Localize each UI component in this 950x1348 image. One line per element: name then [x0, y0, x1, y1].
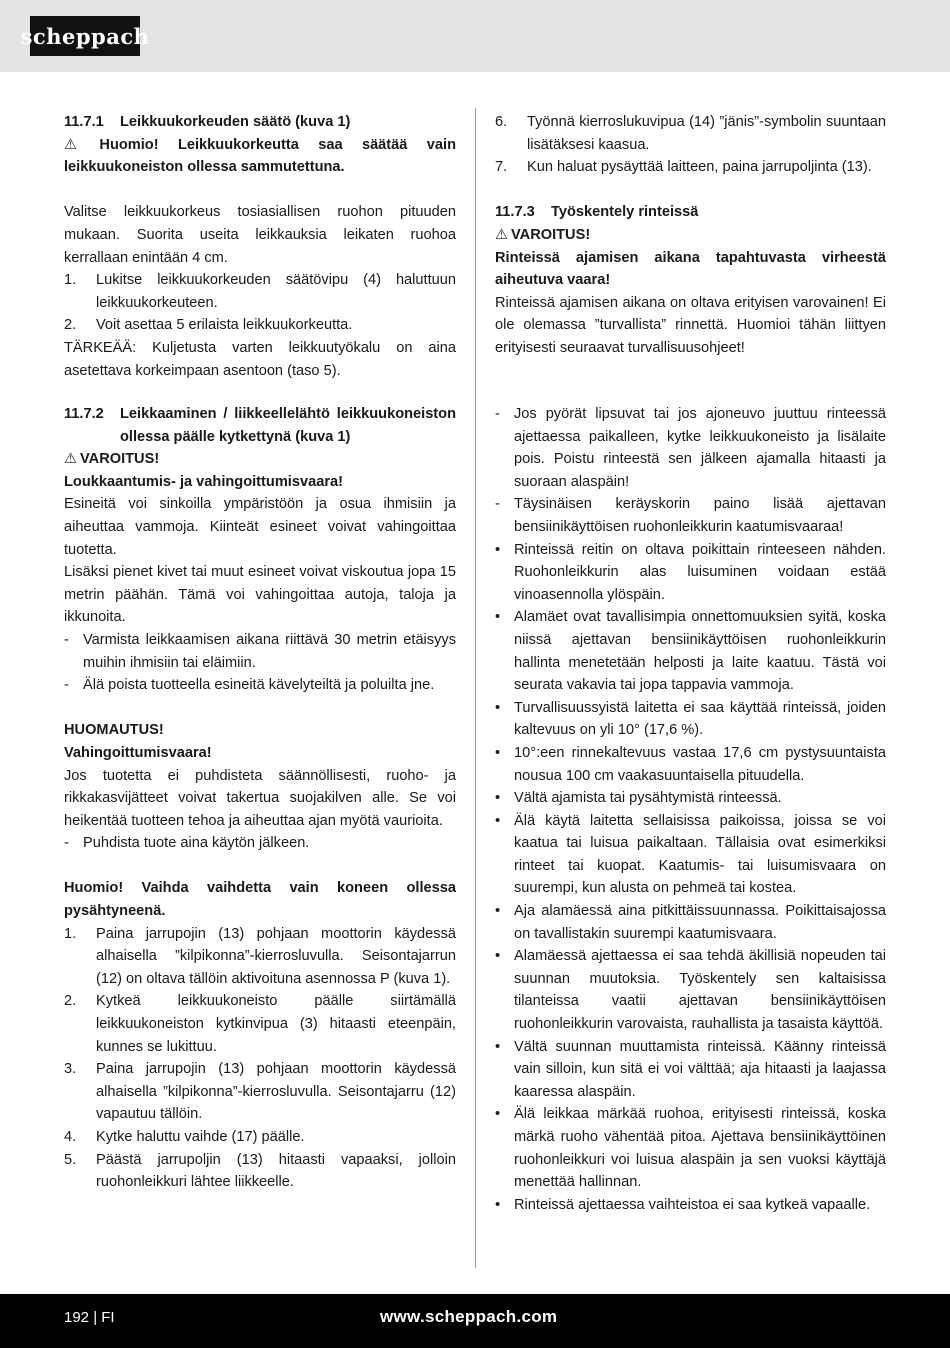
- section-11-7-1: [64, 111, 456, 382]
- dash-marker: -: [495, 406, 500, 422]
- section-heading: [64, 111, 456, 134]
- warning-triangle-icon: ⚠: [64, 136, 78, 153]
- list-item: 1. Paina jarrupojin (13) pohjaan moottorin käydessä alhaisella ”kilpikonna”-kierrosluvulla. Seisontajarrun (12) on oltava tällöin aktivoituna asennossa P (kuva 1).: [64, 925, 456, 987]
- list-item: [495, 606, 886, 696]
- caution-note: [64, 134, 456, 179]
- notice-hazard: Vahingoittumisvaara!: [64, 744, 212, 761]
- bullet-marker: •: [495, 790, 501, 807]
- warning-triangle-icon: ⚠: [495, 226, 509, 243]
- list-item-text: Rinteissä ajettaessa vaihteistoa ei saa kytkeä vapaalle.: [514, 1196, 871, 1213]
- section-11-7-2: [64, 403, 456, 1194]
- footer-url: www.scheppach.com: [380, 1307, 558, 1326]
- heading-title: Leikkaaminen / liikkeellelähtö leikkuukoneiston ollessa päälle kytkettynä (kuva 1): [120, 406, 456, 445]
- list-item-text: Vältä ajamista tai pysähtymistä rinteessä.: [514, 790, 782, 807]
- important-note: [64, 337, 456, 382]
- dash-marker: -: [495, 496, 500, 513]
- heading-title: Työskentely rinteissä: [551, 204, 699, 221]
- intro-paragraph: Valitse leikkuukorkeus tosiasiallisen ruohon pituuden mukaan. Suorita useita leikkauksia leikaten ruohoa kerrallaan enintään 4 cm.: [64, 204, 456, 266]
- list-item: [495, 493, 886, 538]
- bullet-marker: •: [495, 812, 501, 829]
- list-item-text: Alamäessä ajettaessa ei saa tehdä äkillisiä nopeuden tai suunnan muutoksia. Työskentely sen kaltaisissa tilanteissa vaatii ajettavan bensiinikäyttöisen ruohonleikkurin varovaista, rauhallista ja tasaista käyttöä.: [514, 948, 886, 1033]
- heading-title: Leikkuukorkeuden säätö (kuva 1): [120, 114, 351, 130]
- list-item: 1. Lukitse leikkuukorkeuden säätövipu (4) haluttuun leikkuukorkeuteen.: [64, 272, 456, 311]
- list-item: 7. Kun haluat pysäyttää laitteen, paina jarrupoljinta (13).: [495, 159, 872, 176]
- list-item: - Älä poista tuotteella esineitä kävelyteiltä ja poluilta jne.: [64, 677, 435, 694]
- important-label: TÄRKEÄÄ: [64, 339, 133, 356]
- list-item: [495, 403, 886, 493]
- section-heading: [495, 201, 886, 224]
- list-item: [495, 945, 886, 1035]
- list-item: [495, 1194, 886, 1217]
- heading-number: 11.7.3: [495, 204, 535, 221]
- list-item: 6. Työnnä kierroslukuvipua (14) ”jänis”-symbolin suuntaan lisätäksesi kaasua.: [495, 114, 886, 153]
- section-heading: [64, 403, 456, 448]
- gear-caution: Huomio! Vaihda vaihdetta vain koneen ollessa pysähtyneenä.: [64, 880, 456, 920]
- bullet-marker: •: [495, 609, 501, 626]
- notice-paragraph: Jos tuotetta ei puhdisteta säännöllisesti, ruoho- ja rikkakasvijätteet voivat takertua suojakilven alle. Se voi heikentää tuotteen tehoa ja aiheuttaa ajan myötä vaurioita.: [64, 767, 456, 829]
- bullet-marker: •: [495, 541, 501, 558]
- column-divider: [475, 108, 476, 1268]
- slope-safety-list: [495, 403, 886, 1216]
- heading-number: 11.7.1: [64, 114, 104, 130]
- list-item: - Varmista leikkaamisen aikana riittävä 30 metrin etäisyys muihin ihmisiin tai eläimiin.: [64, 631, 456, 671]
- paragraph: Esineitä voi sinkoilla ympäristöön ja osua ihmisiin ja aiheuttaa vammoja. Kiinteät esineet voivat vahingoittaa tuotetta.: [64, 496, 456, 558]
- list-item: [495, 742, 886, 787]
- hazard-title: Rinteissä ajamisen aikana tapahtuvasta virheestä aiheutuva vaara!: [495, 249, 886, 289]
- list-item: [495, 1036, 886, 1104]
- warning-triangle-icon: ⚠: [64, 451, 78, 468]
- bullet-marker: •: [495, 1106, 501, 1123]
- paragraph: Lisäksi pienet kivet tai muut esineet voivat viskoutua jopa 15 metrin päähän. Tämä voi vahingoittaa autoja, taloja ja ikkunoita.: [64, 564, 456, 626]
- list-item: [495, 787, 886, 810]
- list-item-text: Älä leikkaa märkää ruohoa, erityisesti rinteissä, koska märkä ruoho vähentää pitoa. Ajettava bensiinikäyttöinen ruohonleikkuri voi luisua alaspäin ja sen vuoksi käyttäjä menettää hallinnan.: [514, 1106, 886, 1191]
- list-item: 3. Paina jarrupojin (13) pohjaan moottorin käydessä alhaisella ”kilpikonna”-kierrosluvulla. Seisontajarru (12) vapautuu tällöin.: [64, 1061, 456, 1123]
- important-text: : Kuljetusta varten leikkuutyökalu on aina asetettava korkeimpaan asentoon (taso 5).: [64, 339, 456, 379]
- list-item-text: Turvallisuussyistä laitetta ei saa käyttää rinteissä, joiden kaltevuus on yli 10° (17,6 %).: [514, 699, 886, 739]
- list-item: [495, 697, 886, 742]
- bullet-marker: •: [495, 948, 501, 965]
- list-item-text: Aja alamäessä aina pitkittäissuunnassa. Poikittaisajossa on tavallistakin suurempi kaatumisvaara.: [514, 903, 886, 942]
- paragraph: Rinteissä ajamisen aikana on oltava erityisen varovainen! Ei ole olemassa ”turvallista” rinnettä. Huomioi tähän liittyen erityisesti seuraavat turvallisuusohjeet!: [495, 294, 886, 356]
- list-item-text: Rinteissä reitin on oltava poikittain rinteeseen nähden. Ruohonleikkurin alas luisuminen voidaan estää vinoasennolla ylöspäin.: [514, 541, 886, 603]
- bullet-marker: •: [495, 744, 501, 761]
- warning-label: ⚠ VAROITUS!: [495, 224, 886, 247]
- list-item: - Puhdista tuote aina käytön jälkeen.: [64, 835, 310, 852]
- list-item-text: Jos pyörät lipsuvat tai jos ajoneuvo juuttuu rinteessä ajettaessa paikalleen, kytke leikkuukoneisto ja lisälaite pois. Poistu rinteestä sen jälkeen ajamalla hitaasti ja suoraan alaspäin!: [514, 406, 886, 490]
- list-item: [495, 1103, 886, 1193]
- scheppach-logo: scheppach: [30, 16, 140, 56]
- section-continued-and-11-7-3: [495, 111, 886, 360]
- list-item: [495, 900, 886, 945]
- warning-label: ⚠ VAROITUS!: [64, 448, 456, 471]
- list-item: [495, 539, 886, 607]
- bullet-marker: •: [495, 903, 501, 920]
- heading-number: 11.7.2: [64, 406, 104, 422]
- list-item: 5. Päästä jarrupoljin (13) hitaasti vapaaksi, jolloin ruohonleikkuri lähtee liikkeelle.: [64, 1151, 456, 1191]
- list-item: 2. Kytkeä leikkuukoneisto päälle siirtämällä leikkuukoneiston kytkinvipua (3) hitaasti eteenpäin, kunnes se lukittuu.: [64, 993, 456, 1055]
- notice-label: HUOMAUTUS!: [64, 722, 164, 739]
- list-item: 4. Kytke haluttu vaihde (17) päälle.: [64, 1129, 305, 1145]
- list-item-text: Alamäet ovat tavallisimpia onnettomuuksien syitä, koska niissä ajettavan bensiinikäyttöisen ruohonleikkurin hallinta menetetään helposti ja laite kaatuu. Tästä voi seurata vakavia tai jopa tappavia vammoja.: [514, 609, 886, 694]
- list-item-text: 10°:een rinnekaltevuus vastaa 17,6 cm pystysuuntaista nousua 100 cm vaakasuuntaisella pituudella.: [514, 744, 886, 784]
- list-item: 2. Voit asettaa 5 erilaista leikkuukorkeutta.: [64, 317, 353, 334]
- hazard-title: Loukkaantumis- ja vahingoittumisvaara!: [64, 473, 343, 490]
- list-item: [495, 810, 886, 900]
- list-item-text: Vältä suunnan muuttamista rinteissä. Käänny rinteissä vain silloin, kun sitä ei voi välttää; aja hitaasti ja laajassa kaaressa alaspäin.: [514, 1038, 886, 1100]
- footer-band: [0, 1294, 950, 1348]
- list-item-text: Älä käytä laitetta sellaisissa paikoissa, joissa se voi kaatua tai luisua paikaltaan. Tällaisia ovat esimerkiksi rinteet tai kuopat. Kaatumis- tai luisumisvaara on suurempi, kun alusta on pehmeä tai kostea.: [514, 812, 886, 897]
- bullet-marker: •: [495, 1038, 501, 1055]
- page-number: 192 | FI: [64, 1309, 115, 1326]
- bullet-marker: •: [495, 1196, 501, 1213]
- bullet-marker: •: [495, 699, 501, 716]
- list-item-text: Täysinäisen keräyskorin paino lisää ajettavan bensiinikäyttöisen ruohonleikkurin kaatumisvaaraa!: [514, 496, 886, 535]
- caution-text: Huomio! Leikkuukorkeutta saa säätää vain leikkuukoneiston ollessa sammutettuna.: [64, 136, 456, 176]
